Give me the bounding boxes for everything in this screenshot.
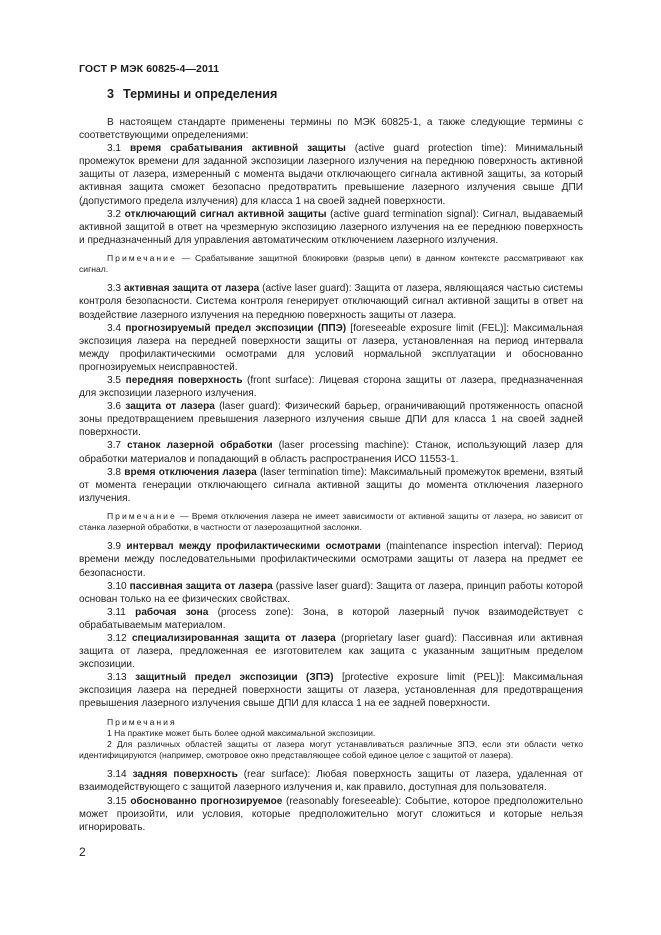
term-3-7 <box>79 439 583 465</box>
term-definition: (active guard protection time): Минимальный промежуток времени для заданной экспозиции лазерного излучения на переднюю поверхность активной защиты от лазера, измеренный с момента выдачи отключающего сигнала активной защиты, за который активная защита сможет безопасно предотвратить превышение лазерного излучения свыше ДПИ (допустимого предела излучения) для класса 1 на своей задней поверхности. <box>79 143 583 207</box>
term-definition: (active laser guard): Защита от лазера, являющаяся частью системы контроля безопасности. Система контроля генерирует отключающий сигнал активной защиты в ответ на воздействие лазерного излучения на переднюю поверхность защиты от лазера. <box>79 283 584 321</box>
note-2 <box>79 511 583 533</box>
term-name: пассивная защита от лазера <box>129 580 273 592</box>
note-1 <box>79 253 583 275</box>
intro-paragraph: В настоящем стандарте применены термины по МЭК 60825-1, а также следующие термины с соответствующими определениями: <box>79 117 583 142</box>
document-header: ГОСТ Р МЭК 60825-4—2011 <box>79 63 220 75</box>
term-3-8 <box>79 466 583 505</box>
term-definition: (passive laser guard): Защита от лазера, принцип работы которой основан только на ее физических свойствах. <box>79 580 583 605</box>
note-3-item-1: 1 На практике может быть более одной максимальной экспозиции. <box>107 727 376 738</box>
term-definition: [foreseeable exposure limit (FEL)]: Максимальная экспозиция лазера на передней поверхности защиты от лазера, установленная на период интервала между профилактическими осмотрами для условий нормальной эксплуатации и обоснованно прогнозируемых неисправностей. <box>79 322 584 373</box>
term-number: 3.11 <box>107 606 126 618</box>
term-name: отключающий сигнал активной защиты <box>124 208 327 220</box>
term-3-13 <box>79 671 583 710</box>
term-name: передняя поверхность <box>125 375 243 386</box>
term-3-1 <box>79 142 583 207</box>
term-name: защитный предел экспозиции (ЗПЭ) <box>135 672 334 684</box>
term-number: 3.3 <box>107 283 122 295</box>
term-number: 3.9 <box>107 541 122 553</box>
term-name: время отключения лазера <box>124 466 257 478</box>
term-3-14 <box>79 768 583 794</box>
term-definition: (laser guard): Физический барьер, ограничивающий протяженность опасной зоны предотвращением превышения лазерного излучения свыше ДПИ для класса 1 на своей задней поверхности. <box>79 401 583 439</box>
term-name: интервал между профилактическими осмотрами <box>126 541 381 553</box>
term-name: рабочая зона <box>135 606 209 618</box>
term-number: 3.10 <box>107 580 127 592</box>
term-name: обоснованно прогнозируемое <box>130 795 283 807</box>
term-name: активная защита от лазера <box>123 283 260 295</box>
term-definition: (process zone): Зона, в которой лазерный пучок взаимодействует с обрабатываемым материалом. <box>79 606 583 631</box>
term-definition: (reasonably foreseeable): Событие, которое предположительно может произойти, или условия, которые предположительно могут сложиться и которые нельзя игнорировать. <box>79 795 584 833</box>
term-number: 3.15 <box>107 795 127 807</box>
term-definition: (rear surface): Любая поверхность защиты от лазера, удаленная от взаимодействующего с защитой лазерного излучения и, как правило, доступная для пользователя. <box>79 769 583 794</box>
section-title-text: Термины и определения <box>123 87 278 101</box>
term-3-2 <box>79 208 583 247</box>
term-3-9 <box>79 540 583 579</box>
term-3-10 <box>79 580 583 606</box>
note-text: — Срабатывание защитной блокировки (разрыв цепи) в данном контексте рассматривают как сигнал. <box>79 252 583 275</box>
note-text: — Время отключения лазера не имеет зависимости от активной защиты от лазера, но зависит от станка лазерной обработки, в частности от лазерозащитной заслонки. <box>79 510 583 533</box>
term-3-5 <box>79 374 583 400</box>
page-number: 2 <box>79 845 86 859</box>
term-3-3 <box>79 282 583 321</box>
term-3-12 <box>79 632 583 671</box>
term-definition: [protective exposure limit (PEL)]: Максимальная экспозиция лазера на передней поверхности защиты от лазера, установленная для предотвращения превышения лазерного излучения свыше ДПИ для класса 1 на ее задней поверхности. <box>79 672 583 710</box>
note-label: Примечания <box>107 716 177 727</box>
term-number: 3.14 <box>107 769 127 781</box>
term-3-11 <box>79 606 583 632</box>
term-name: прогнозируемый предел экспозиции (ППЭ) <box>125 322 347 334</box>
term-number: 3.4 <box>107 322 122 334</box>
section-number: 3 <box>107 87 115 101</box>
term-number: 3.12 <box>107 633 127 644</box>
term-name: специализированная защита от лазера <box>131 633 336 644</box>
term-name: станок лазерной обработки <box>127 440 273 452</box>
note-label: Примечание <box>107 252 177 263</box>
term-name: задняя поверхность <box>132 769 238 781</box>
term-definition: (laser termination time): Максимальный промежуток времени, взятый от момента генерации отключающего сигнала активной защиты до момента отключения лазерного излучения. <box>79 466 583 504</box>
term-number: 3.8 <box>107 466 122 478</box>
terms-body <box>79 116 583 834</box>
term-number: 3.13 <box>107 672 127 684</box>
term-definition: (proprietary laser guard): Пассивная или активная защита от лазера, предложенная ее изготовителем как защита с указанным защитным пределом экспозиции. <box>79 633 584 671</box>
term-number: 3.6 <box>107 401 122 413</box>
term-number: 3.5 <box>107 375 122 386</box>
note-label: Примечание <box>107 510 177 521</box>
term-definition: (maintenance inspection interval): Период времени между последовательными профилактическими осмотрами защиты от лазера на предмет ее безопасности. <box>79 541 583 579</box>
note-3-heading <box>79 717 583 728</box>
term-3-15 <box>79 795 583 834</box>
term-3-6 <box>79 400 583 439</box>
term-number: 3.2 <box>107 208 122 220</box>
term-name: время срабатывания активной защиты <box>129 143 346 155</box>
term-definition: (laser processing machine): Станок, использующий лазер для обработки материалов и попадающий в область распространения ИСО 11553-1. <box>79 440 584 465</box>
term-number: 3.7 <box>107 440 122 452</box>
term-name: защита от лазера <box>125 401 215 413</box>
section-title <box>107 87 277 101</box>
term-number: 3.1 <box>107 143 122 155</box>
term-definition: (active guard termination signal): Сигнал, выдаваемый активной защитой в ответ на чрезмерную экспозицию лазерного излучения на ее переднюю поверхность и предназначенный для управления автоматическим отключением лазерного излучения. <box>79 208 583 246</box>
term-definition: (front surface): Лицевая сторона защиты от лазера, предназначенная для экспозиции лазерного излучения. <box>79 375 583 400</box>
term-3-4 <box>79 322 583 374</box>
note-3-item-2: 2 Для различных областей защиты от лазера могут устанавливаться различные ЗПЭ, если эти области четко идентифицируются (например, смотровое окно представляющее собой единое целое с защитой от лазера). <box>79 738 583 761</box>
